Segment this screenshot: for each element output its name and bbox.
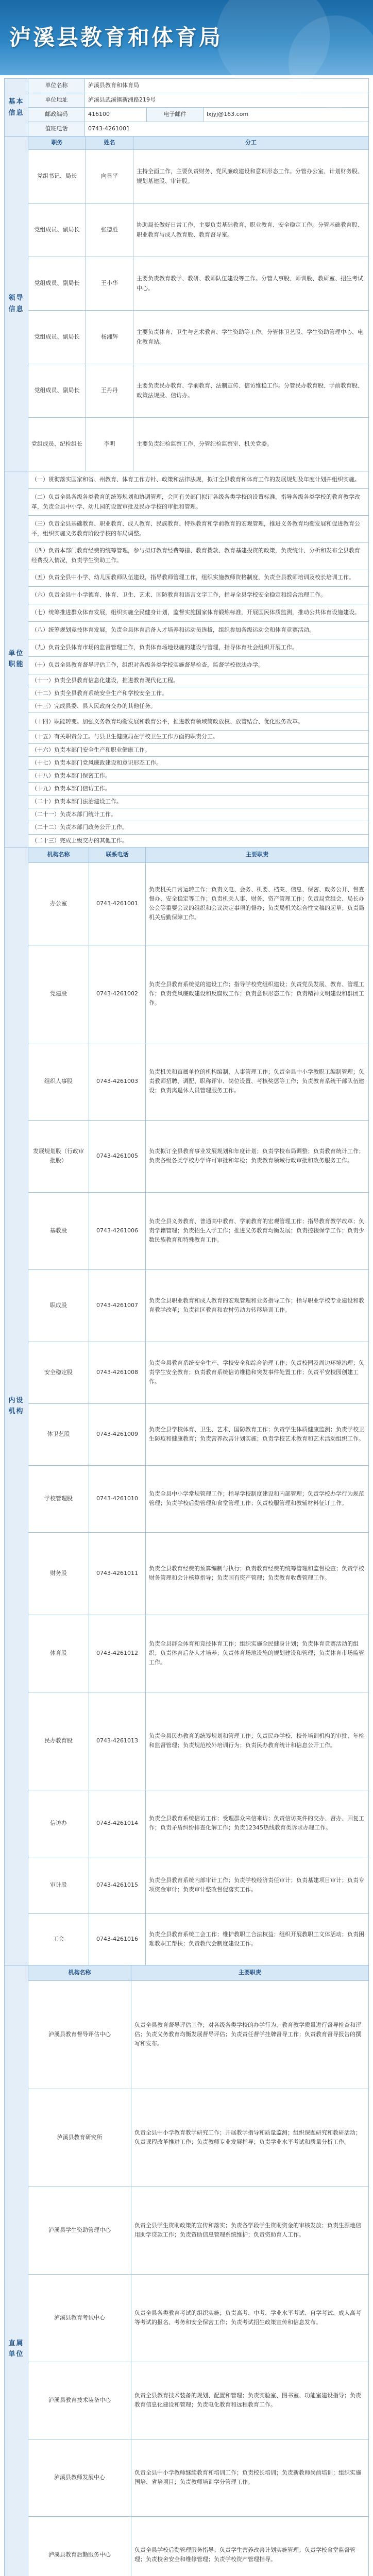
leader-title: 党组成员、副局长 [28, 257, 86, 311]
basic-label: 邮政编码 [28, 108, 85, 122]
leaders-table [4, 136, 369, 471]
internal-name: 组织人事股 [28, 1043, 89, 1120]
internal-phone: 0743-4261013 [89, 1692, 146, 1790]
subsidiary-name: 泸溪县教育督导评估中心 [28, 1980, 131, 2089]
internal-phone: 0743-4261011 [89, 1532, 146, 1615]
basic-value: 泸溪县武溪镇新洲路219号 [85, 93, 369, 108]
leader-duty: 主要负责教育教学、教研、教师队伍建设等工作。分管人事股、师训股、教研室、招生考试中心。 [133, 257, 369, 311]
internal-duty: 负责全县义务教育、普通高中教育、学前教育的宏观管理工作；指导教育教学改革；负责学籍管理；负责招生入学工作；推进义务教育均衡发展；负责控辍保学工作；负责少数民族教育和特殊教育工作。 [146, 1192, 369, 1269]
function-item: （三）负责全县基础教育、职业教育、成人教育、民族教育、特殊教育和学前教育的宏观管理，推进义务教育均衡发展和促进教育公平，组织实施义务教育阶段学校的布局调整。 [28, 516, 369, 543]
internal-phone: 0743-4261012 [89, 1615, 146, 1692]
leaders-header: 分工 [133, 137, 369, 150]
subsidiary-table [4, 1965, 369, 2576]
function-item: （十）负责全县教育督导评估工作，组织对各级各类学校实施督导检查，监督学校依法办学。 [28, 657, 369, 674]
function-item: （二）负责全县各级各类教育的统筹规划和协调管理，会同有关部门拟订各级各类学校的设置标准，指导各级各类学校的教育教学改革，负责全县中小学、幼儿园的设置审批及民办学校的审批和管理。 [28, 489, 369, 516]
leaders-category: 领导信息 [5, 137, 28, 471]
internal-phone: 0743-4261009 [89, 1403, 146, 1465]
leader-name: 张德胜 [86, 204, 133, 257]
leaders-header: 职务 [28, 137, 86, 150]
function-item: （十八）负责本部门保密工作。 [28, 769, 369, 782]
function-item: （十二）负责全县教育系统安全生产和学校安全工作。 [28, 687, 369, 700]
subsidiary-duty: 负责全县中小学教育教学研究工作；开展教学指导和质量监测；组织课题研究和教研活动；负责课程改革推进工作；负责教师专业发展指导；负责学业水平考试和质量分析工作。 [131, 2089, 369, 2187]
internal-phone: 0743-4261003 [89, 1043, 146, 1120]
subsidiary-category: 直属单位 [5, 1965, 28, 2576]
leader-duty: 主要负责纪检监察工作，分管纪检监察室、机关党委。 [133, 418, 369, 471]
subsidiary-name: 泸溪县学生资助管理中心 [28, 2187, 131, 2274]
leader-duty: 主要负责民办教育、学前教育、法制宣传、信访维稳工作。分管民办教育股、学前教育股、政策法规股、信访办。 [133, 364, 369, 418]
subsidiary-duty: 负责全县教育督导评估工作；对各级各类学校的办学行为、教育教学质量进行督导检查和评估；负责义务教育均衡发展督导评估；负责责任督学挂牌督导工作；负责教育督导报告的撰写和发布。 [131, 1980, 369, 2089]
subsidiary-duty: 负责全县中小学教师继续教育和培训工作；负责校长培训；负责新教师岗前培训；组织实施国培、省培项目；负责教师培训学分管理工作。 [131, 2439, 369, 2516]
basic-value: 416100 [85, 108, 147, 122]
leader-name: 杨湘辉 [86, 311, 133, 364]
leaders-header: 姓名 [86, 137, 133, 150]
function-item: （二十二）负责本部门政务公开工作。 [28, 821, 369, 834]
internal-duty: 负责机关和直属单位的机构编制、人事管理工作；负责全县中小学教职工编制管理；负责教师招聘、调配、职称评审、岗位设置、考核奖惩等工作；负责教育系统干部队伍建设；负责离退休人员管理服务工作。 [146, 1043, 369, 1120]
function-item: （八）统筹规划竞技体育发展，负责全县体育后备人才培养和运动员选拔，组织参加各级运动会和体育竞赛活动。 [28, 622, 369, 639]
function-item: （十一）负责全县教育信息化建设，推进教育现代化工程。 [28, 674, 369, 687]
internal-category: 内设机构 [5, 847, 28, 1965]
functions-category: 单位职能 [5, 471, 28, 848]
subsidiary-header: 机构名称 [28, 1965, 131, 1980]
email-link[interactable]: lxjyj@163.com [204, 108, 369, 122]
function-item: （七）统筹推进群众体育发展，组织实施全民健身计划，监督实施国家体育锻炼标准，开展国民体质监测，推动公共体育设施建设。 [28, 604, 369, 622]
subsidiary-name: 泸溪县教育研究所 [28, 2089, 131, 2187]
leader-title: 党组书记、局长 [28, 150, 86, 204]
internal-table [4, 847, 369, 1965]
internal-name: 体育股 [28, 1615, 89, 1692]
basic-info-category: 基本信息 [5, 79, 28, 137]
internal-duty: 负责全县学校体育、卫生、艺术、国防教育工作；负责学生体质健康监测；负责学校卫生防疫和健康教育；负责营养改善计划实施；负责学校艺术教育和艺术活动组织工作。 [146, 1403, 369, 1465]
internal-phone: 0743-4261014 [89, 1790, 146, 1857]
internal-duty: 负责全县教育经费的预算编制与执行；负责教育经费的统筹管理和监督检查；负责学校财务管理和会计核算指导；负责国有资产管理；负责教育收费管理工作。 [146, 1532, 369, 1615]
leader-duty: 主持全面工作，主要负责财务、党风廉政建设和意识形态工作。分管办公室、计划财务股、规划基建股、审计股。 [133, 150, 369, 204]
internal-duty: 负责全县教育系统信访工作；受理群众来信来访；负责信访案件的交办、督办、回复工作；负责矛盾纠纷排查化解工作；负责12345热线教育类诉求办理工作。 [146, 1790, 369, 1857]
internal-duty: 负责全县群众体育和竞技体育工作；组织实施全民健身计划；负责体育竞赛活动的组织；负责体育后备人才培养；负责体育场地设施的规划建设和管理；负责体育市场监管工作。 [146, 1615, 369, 1692]
function-item: （二十三）完成上级交办的其他工作。 [28, 834, 369, 847]
internal-phone: 0743-4261002 [89, 945, 146, 1043]
function-item: （五）负责全县中小学、幼儿园教师队伍建设，指导教师管理工作，组织实施教师资格制度，负责全县教师培训及校长培训工作。 [28, 569, 369, 587]
basic-value: 0743-4261001 [85, 122, 369, 137]
leader-duty: 主要负责体育、卫生与艺术教育、学生资助等工作。分管体卫艺股、学生资助管理中心、电化教育站。 [133, 311, 369, 364]
internal-duty: 负责全县民办教育的统筹规划和管理工作；负责民办学校、校外培训机构的审批、年检和监督管理；负责规范校外培训行为；负责民办教育统计和信息公开工作。 [146, 1692, 369, 1790]
subsidiary-name: 泸溪县教育后勤服务中心 [28, 2516, 131, 2576]
function-item: （二十一）负责本部门统计工作。 [28, 808, 369, 821]
internal-phone: 0743-4261007 [89, 1269, 146, 1342]
leader-title: 党组成员、副局长 [28, 364, 86, 418]
header-banner [0, 0, 373, 75]
internal-name: 民办教育股 [28, 1692, 89, 1790]
subsidiary-duty: 负责全县学校后勤管理服务指导；负责学生营养改善计划实施管理；负责学校食堂监督管理；负责校舍安全和维修管理；负责学校资产管理指导。 [131, 2516, 369, 2576]
internal-name: 体卫艺股 [28, 1403, 89, 1465]
subsidiary-name: 泸溪县教育技术装备中心 [28, 2362, 131, 2439]
function-item: （十五）有关职责分工。与县卫生健康局在学校卫生工作方面的职责分工。 [28, 731, 369, 743]
internal-duty: 负责全县职业教育和成人教育的宏观管理和业务指导工作；指导职业学校专业建设和教育教学改革；负责社区教育和农村劳动力转移培训工作。 [146, 1269, 369, 1342]
leader-name: 王小华 [86, 257, 133, 311]
internal-name: 发展规划股（行政审批股） [28, 1120, 89, 1192]
function-item: （二十）负责本部门法治建设工作。 [28, 795, 369, 808]
subsidiary-header: 主要职责 [131, 1965, 369, 1980]
basic-label: 单位地址 [28, 93, 85, 108]
function-item: （四）负责本部门教育经费的统筹管理，参与拟订教育经费筹措、教育拨款、教育基建投资的政策，负责统计、分析和发布全县教育经费投入情况，负责学生资助工作。 [28, 543, 369, 569]
subsidiary-name: 泸溪县教育考试中心 [28, 2274, 131, 2362]
function-item: （十四）职能转变。加强义务教育均衡发展和教育公平，推进教育领域简政放权、放管结合、优化服务改革。 [28, 713, 369, 731]
leader-title: 党组成员、副局长 [28, 204, 86, 257]
site-title: 泸溪县教育和体育局 [9, 25, 223, 50]
basic-label: 单位名称 [28, 79, 85, 93]
internal-phone: 0743-4261010 [89, 1465, 146, 1532]
functions-table [4, 471, 369, 848]
internal-duty: 负责全县教育系统党的建设工作；指导学校党组织建设；负责党员发展、教育、管理工作；负责党风廉政建设和反腐败工作；负责意识形态工作；负责精神文明建设和群团工作。 [146, 945, 369, 1043]
internal-name: 工会 [28, 1913, 89, 1965]
internal-duty: 负责全县教育系统安全生产、学校安全和综合治理工作；负责校园及周边环境治理；负责学生安全教育；负责教育系统信访维稳和突发事件处置工作；负责平安校园创建工作。 [146, 1342, 369, 1403]
function-item: （一）贯彻落实国家和省、州教育、体育工作方针、政策和法律法规，拟订全县教育和体育工作的发展规划及年度计划并组织实施。 [28, 471, 369, 489]
internal-duty: 负责机关日常运转工作；负责文电、会务、机要、档案、信息、保密、政务公开、督查督办、安全稳定等工作；负责机关人事、财务、资产管理工作；负责局党组会、局长办公会等重要会议的组织和会议决定事项的督办；负责局机关综合性文稿的起草；负责局机关后勤保障工作。 [146, 862, 369, 945]
internal-name: 职成股 [28, 1269, 89, 1342]
basic-value: 泸溪县教育和体育局 [85, 79, 369, 93]
internal-duty: 负责全县教育系统内部审计工作；负责学校经济责任审计；负责基建项目审计；负责专项资金审计；负责审计整改督促落实工作。 [146, 1857, 369, 1913]
internal-name: 安全稳定股 [28, 1342, 89, 1403]
internal-phone: 0743-4261015 [89, 1857, 146, 1913]
internal-duty: 负责拟订全县教育事业发展规划和年度计划；负责学校布局调整；负责教育统计工作；负责各级各类学校办学许可审批和年检；负责教育领域行政审批和政务服务工作。 [146, 1120, 369, 1192]
function-item: （十三）完成县委、县人民政府交办的其他任务。 [28, 700, 369, 713]
internal-name: 基教股 [28, 1192, 89, 1269]
internal-phone: 0743-4261005 [89, 1120, 146, 1192]
internal-name: 党建股 [28, 945, 89, 1043]
internal-header: 主要职责 [146, 847, 369, 862]
internal-name: 办公室 [28, 862, 89, 945]
internal-duty: 负责全县教育系统工会工作；维护教职工合法权益；组织开展教职工文体活动；负责困难教职工帮扶；负责教代会制度建设工作。 [146, 1913, 369, 1965]
subsidiary-duty: 负责全县各类教育考试的组织实施；负责高考、中考、学业水平考试、自学考试、成人高考等考试的报名、考务和安全保密工作；负责考试招生政策宣传和信息发布。 [131, 2274, 369, 2362]
leader-name: 王丹丹 [86, 364, 133, 418]
function-item: （十九）负责本部门信访工作。 [28, 782, 369, 795]
function-item: （六）负责全县中小学德育、体育、卫生、艺术、国防教育和语言文字工作，指导全县学校安全稳定和综合治理工作。 [28, 587, 369, 604]
function-item: （十六）负责本部门安全生产和职业健康工作。 [28, 743, 369, 756]
subsidiary-name: 泸溪县教师发展中心 [28, 2439, 131, 2516]
internal-phone: 0743-4261006 [89, 1192, 146, 1269]
basic-label: 值班电话 [28, 122, 85, 137]
leader-name: 向显平 [86, 150, 133, 204]
internal-name: 学校管理股 [28, 1465, 89, 1532]
internal-header: 机构名称 [28, 847, 89, 862]
internal-name: 信访办 [28, 1790, 89, 1857]
internal-name: 审计股 [28, 1857, 89, 1913]
subsidiary-duty: 负责全县学生资助政策的宣传和落实；负责各学段学生资助资金的审核发放；负责生源地信用助学贷款工作；负责资助信息管理系统维护；负责资助育人工作。 [131, 2187, 369, 2274]
internal-name: 财务股 [28, 1532, 89, 1615]
function-item: （十七）负责本部门党风廉政建设和意识形态工作。 [28, 756, 369, 769]
leader-title: 党组成员、副局长 [28, 311, 86, 364]
internal-duty: 负责全县中小学常规管理工作；指导学校制度建设和内部管理；负责学校办学行为规范管理；负责学校后勤管理和食堂管理工作；负责校服管理和教辅材料征订工作。 [146, 1465, 369, 1532]
internal-header: 联系电话 [89, 847, 146, 862]
function-item: （九）负责全县体育市场的监督管理工作，负责体育场地设施的建设与管理，指导体育社会组织开展工作。 [28, 639, 369, 657]
leader-duty: 协助局长做好日常工作，主要负责基础教育、职业教育、安全稳定工作。分管基础教育股、职业教育与成人教育股、教育督导室。 [133, 204, 369, 257]
basic-label: 电子邮件 [147, 108, 204, 122]
leader-name: 李明 [86, 418, 133, 471]
internal-phone: 0743-4261008 [89, 1342, 146, 1403]
subsidiary-duty: 负责全县教育技术装备的规划、配置和管理；负责实验室、图书室、功能室建设指导；负责教育信息化建设和管理；负责电化教育和远程教育工作。 [131, 2362, 369, 2439]
internal-phone: 0743-4261016 [89, 1913, 146, 1965]
internal-phone: 0743-4261001 [89, 862, 146, 945]
leader-title: 党组成员、纪检组长 [28, 418, 86, 471]
